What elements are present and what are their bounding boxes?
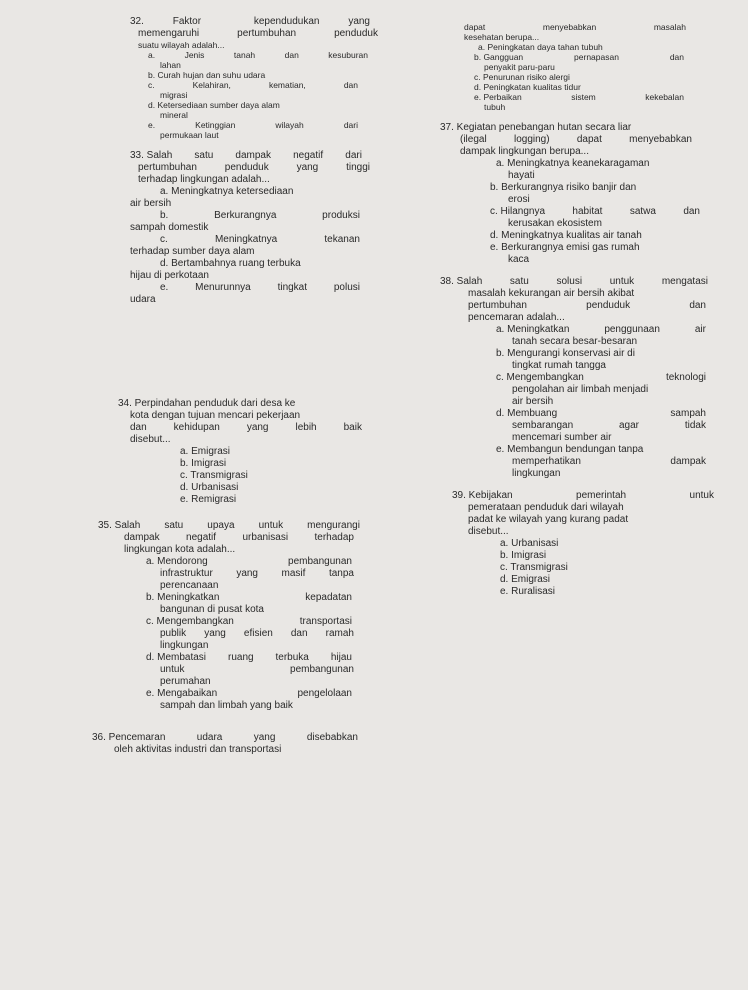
q32-option-d: d. Ketersediaan sumber daya alam [148, 100, 280, 110]
question-33: 33. Salah satu dampak negatif dari pertumbuhan penduduk yang tinggi terhadap lingkungan adalah... a. Meningkatnya ketersediaan air bersih b. Berkurangnya produksi sampah domestik c. Meningkatnya tekanan terhadap sumber daya alam d. Bertambahnya ruang terbuka hijau di perkotaan e. Menurunnya tingkat polusi udara [130, 150, 380, 306]
q34-options [118, 446, 386, 506]
q38-option-b: b. Mengurangi konservasi air di [496, 348, 635, 359]
q32-option-c: c. Kelahiran, kematian, dan [148, 80, 358, 90]
continuation-option-e: e. Perbaikan sistem kekebalan [474, 92, 684, 102]
q37-option-b: b. Berkurangnya risiko banjir dan [490, 182, 637, 193]
q35-option-b: b. Meningkatkan kepadatan [146, 592, 352, 603]
q32-option-a: a. Jenis tanah dan kesuburan [148, 50, 368, 60]
q32-number: 32. [130, 16, 144, 27]
left-column-lower [92, 398, 386, 756]
question-32: 32. Faktor kependudukan yang memengaruhi pertumbuhan penduduk suatu wilayah adalah... a. Jenis tanah dan kesuburan lahan b. Curah hujan dan suhu udara c. Kelahiran, kematian, dan migrasi d. Ketersediaan sumber daya alam mineral e. Ketinggian wilayah dari permukaan laut [130, 16, 378, 140]
question-continuation: dapat menyebabkan masalah kesehatan berupa... a. Peningkatan daya tahan tubuh b. Gangguan pernapasan dan penyakit paru-paru c. Penurunan risiko alergi d. Peningkatan kualitas tidur e. Perbaikan sistem kekebalan tubuh [440, 22, 740, 112]
right-column [440, 22, 740, 598]
q34-option-b: b. Imigrasi [180, 458, 227, 469]
q32-options: a. Jenis tanah dan kesuburan lahan b. Curah hujan dan suhu udara c. Kelahiran, kematian, dan migrasi d. Ketersediaan sumber daya alam mineral e. Ketinggian wilayah dari permukaan laut [130, 50, 380, 140]
question-38: 38. Salah satu solusi untuk mengatasi masalah kekurangan air bersih akibat pertumbuhan penduduk dan pencemaran adalah... a. Meningkatkan penggunaan air tanah secara besar-besaran b. Mengurangi konservasi air di tingkat rumah tangga c. Mengembangkan teknologi pengolahan air limbah menjadi air bersih d. Membuang sampah sembarangan agar tidak mencemari sumber air e. Membangun bendungan tanpa memperhatikan dampak lingkungan [440, 276, 740, 480]
q33-option-b: b. Berkurangnya produksi [160, 210, 360, 221]
q38-option-c: c. Mengembangkan teknologi [496, 372, 706, 383]
q39-option-b: b. Imigrasi [500, 550, 547, 561]
q37-option-e: e. Berkurangnya emisi gas rumah [490, 242, 640, 253]
q33-option-a: a. Meningkatnya ketersediaan [160, 186, 294, 197]
q34-option-c: c. Transmigrasi [180, 470, 248, 481]
q34-option-d: d. Urbanisasi [180, 482, 239, 493]
q39-option-e: e. Ruralisasi [500, 586, 556, 597]
q37-option-d: d. Meningkatnya kualitas air tanah [490, 230, 642, 241]
question-36: 36. Pencemaran udara yang disebabkan oleh aktivitas industri dan transportasi [92, 732, 358, 755]
q39-option-a: a. Urbanisasi [500, 538, 559, 549]
q33-option-d: d. Bertambahnya ruang terbuka [160, 258, 301, 269]
q33-option-e: e. Menurunnya tingkat polusi [160, 282, 360, 293]
q32-option-e: e. Ketinggian wilayah dari [148, 120, 358, 130]
q33-option-c: c. Meningkatnya tekanan [160, 234, 360, 245]
q35-option-c: c. Mengembangkan transportasi [146, 616, 352, 627]
left-column [130, 16, 380, 306]
continuation-option-c: c. Penurunan risiko alergi [474, 72, 570, 82]
q35-option-e: e. Mengabaikan pengelolaan [146, 688, 352, 699]
q38-option-e: e. Membangun bendungan tanpa [496, 444, 644, 455]
q35-option-a: a. Mendorong pembangunan [146, 556, 352, 567]
q32-option-b: b. Curah hujan dan suhu udara [148, 70, 266, 80]
question-39: 39. Kebijakan pemerintah untuk pemerataan penduduk dari wilayah padat ke wilayah yang kurang padat disebut... a. Urbanisasi b. Imigrasi c. Transmigrasi d. Emigrasi e. Ruralisasi [452, 490, 740, 598]
question-35: 35. Salah satu upaya untuk mengurangi dampak negatif urbanisasi terhadap lingkungan kota adalah... a. Mendorong pembangunan infrastruktur yang masif tanpa perencanaan b. Meningkatkan kepadatan bangunan di pusat kota c. Mengembangkan transportasi publik yang efisien dan ramah lingkungan d. Membatasi ruang terbuka hijau untuk pembangunan perumahan e. Mengabaikan pengelolaan sampah dan limbah yang baik [98, 520, 360, 711]
continuation-option-d: d. Peningkatan kualitas tidur [474, 82, 581, 92]
question-37: 37. Kegiatan penebangan hutan secara liar (ilegal logging) dapat menyebabkan dampak lingkungan berupa... a. Meningkatnya keanekaragaman hayati b. Berkurangnya risiko banjir dan erosi c. Hilangnya habitat satwa dan kerusakan ekosistem d. Meningkatnya kualitas air tanah e. Berkurangnya emisi gas rumah kaca [440, 122, 740, 266]
q39-options [452, 538, 740, 598]
continuation-option-b: b. Gangguan pernapasan dan [474, 52, 684, 62]
q34-option-e: e. Remigrasi [180, 494, 237, 505]
q39-option-c: c. Transmigrasi [500, 562, 568, 573]
q38-option-d: d. Membuang sampah [496, 408, 706, 419]
q34-option-a: a. Emigrasi [180, 446, 231, 457]
continuation-option-a: a. Peningkatan daya tahan tubuh [478, 42, 603, 52]
q38-option-a: a. Meningkatkan penggunaan air [496, 324, 706, 335]
q39-option-d: d. Emigrasi [500, 574, 551, 585]
q37-option-c: c. Hilangnya habitat satwa dan [490, 206, 700, 217]
q35-option-d: d. Membatasi ruang terbuka hijau [146, 652, 352, 663]
question-34: 34. Perpindahan penduduk dari desa ke kota dengan tujuan mencari pekerjaan dan kehidupan yang lebih baik disebut... a. Emigrasi b. Imigrasi c. Transmigrasi d. Urbanisasi e. Remigrasi [118, 398, 386, 506]
q37-option-a: a. Meningkatnya keanekaragaman [496, 158, 650, 169]
